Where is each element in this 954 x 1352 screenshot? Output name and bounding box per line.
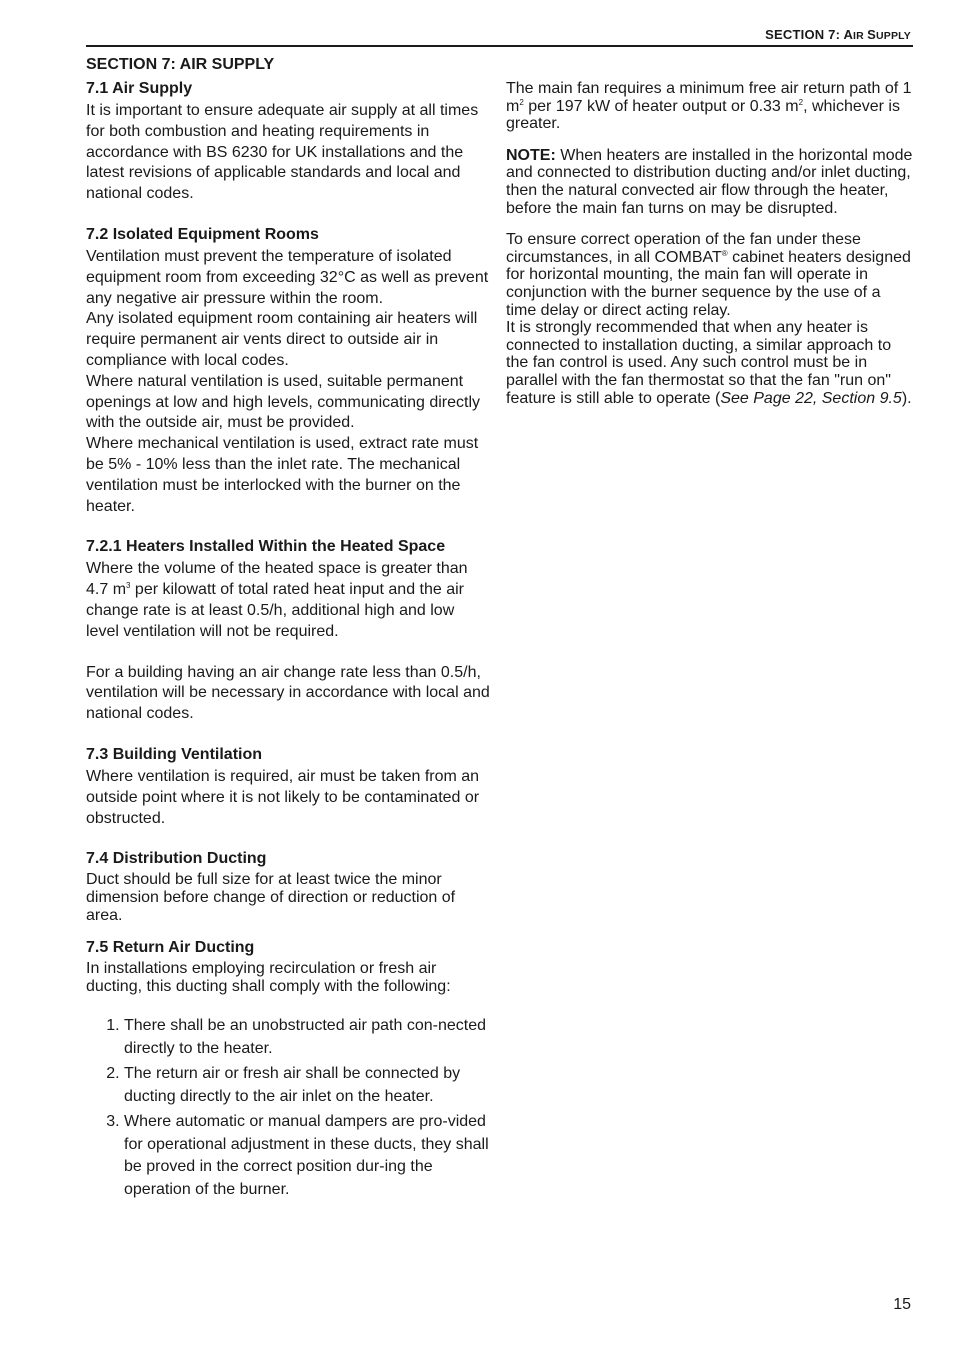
text: ). [901, 389, 912, 407]
fan-control-paragraph [506, 319, 914, 407]
body-7-5-intro: In installations employing recirculation or fresh air ducting, this ducting shall comply with the following: [86, 960, 451, 995]
superscript: 3 [126, 581, 131, 591]
registered-mark: ® [721, 248, 728, 258]
section-title: SECTION 7: AIR SUPPLY [86, 56, 275, 73]
body-7-2-p2: Any isolated equipment room containing air heaters will require permanent air vents direct to outside air in compliance with local codes. [86, 310, 478, 369]
list-item: 3. Where automatic or manual dampers are pro-vided for operational adjustment in these ducts, they shall be proved in the correct position dur-ing the operation of the burner. [124, 1111, 490, 1201]
text: cabinet heaters designed for horizontal mounting, the main fan will operate in conjunction with the burner sequence by the use of a time delay or direct acting relay. [506, 248, 911, 319]
text: It is strongly recommended that when any heater is connected to installation ducting, a similar approach to the fan control is used. Any such control must be in parallel with the fan thermostat so that the fan "run on" feature is still able to operate ( [506, 319, 892, 407]
running-header-sc-d: UPPLY [875, 30, 911, 42]
text: Where the volume of the heated space is greater than 4.7 m [86, 560, 468, 599]
requirements-list [86, 1015, 490, 1201]
body-7-2-p1: Ventilation must prevent the temperature of isolated equipment room from exceeding 32°C as well as prevent any negative air pressure within the room. [86, 247, 489, 307]
text: To ensure correct operation of the fan under these circumstances, in all COMBAT [506, 231, 861, 266]
fan-operation-paragraph [506, 231, 914, 319]
heading-7-1: 7.1 Air Supply [86, 80, 193, 97]
running-header-cap-c: S [867, 27, 876, 42]
heading-7-4: 7.4 Distribution Ducting [86, 850, 267, 868]
body-7-3: Where ventilation is required, air must be taken from an outside point where it is not likely to be contaminated or obstructed. [86, 767, 480, 827]
running-header-sc-b: IR [853, 30, 868, 42]
text: per kilowatt of total rated heat input and the air change rate is at least 0.5/h, additional high and low level ventilation will not be required. [86, 581, 465, 640]
superscript: 2 [798, 97, 804, 107]
running-header-prefix: SECTION 7: [765, 27, 844, 42]
heading-7-5: 7.5 Return Air Ducting [86, 939, 255, 957]
header-rule [86, 45, 913, 47]
body-7-4: Duct should be full size for at least twice the minor dimension before change of direction or reduction of area. [86, 871, 456, 924]
body-7-2-1-p2: For a building having an air change rate less than 0.5/h, ventilation will be necessary in accordance with local and national codes. [86, 663, 490, 723]
body-7-1: It is important to ensure adequate air supply at all times for both combustion and heating requirements in accordance with BS 6230 for UK installations and the latest revisions of applicable standards and local and national codes. [86, 102, 479, 203]
note-paragraph [506, 147, 914, 217]
running-header [765, 27, 911, 42]
body-7-2-p3: Where natural ventilation is used, suitable permanent openings at low and high levels, communicating directly with the outside air, must be provided. [86, 372, 480, 432]
fan-return-path-paragraph [506, 80, 914, 133]
text: When heaters are installed in the horizontal mode and connected to distribution ducting and/or inlet ducting, then the natural convected air flow through the heater, before the main fan turns on may be disrupted. [506, 146, 913, 217]
list-item: 2. The return air or fresh air shall be connected by ducting directly to the air inlet on the heater. [124, 1063, 490, 1108]
heading-7-2-1: 7.2.1 Heaters Installed Within the Heated Space [86, 538, 446, 556]
cross-reference: See Page 22, Section 9.5 [720, 389, 902, 407]
left-column [86, 54, 490, 1204]
list-item: 1. There shall be an unobstructed air path con-nected directly to the heater. [124, 1015, 490, 1060]
heading-7-3: 7.3 Building Ventilation [86, 745, 263, 763]
heading-7-2: 7.2 Isolated Equipment Rooms [86, 225, 319, 243]
page-number: 15 [893, 1296, 911, 1313]
text: per 197 kW of heater output or 0.33 m [523, 97, 799, 115]
right-column [506, 80, 914, 407]
running-header-cap-a: A [843, 27, 854, 42]
body-7-2-1-p1 [86, 559, 490, 642]
text: The main fan requires a minimum free air return path of 1 m [506, 80, 912, 115]
body-7-2-p4: Where mechanical ventilation is used, extract rate must be 5% - 10% less than the inlet rate. The mechanical ventilation must be interlocked with the burner on the heater. [86, 435, 479, 515]
text: , whichever is greater. [506, 97, 900, 133]
superscript: 2 [519, 97, 524, 107]
note-label: NOTE: [506, 146, 556, 164]
